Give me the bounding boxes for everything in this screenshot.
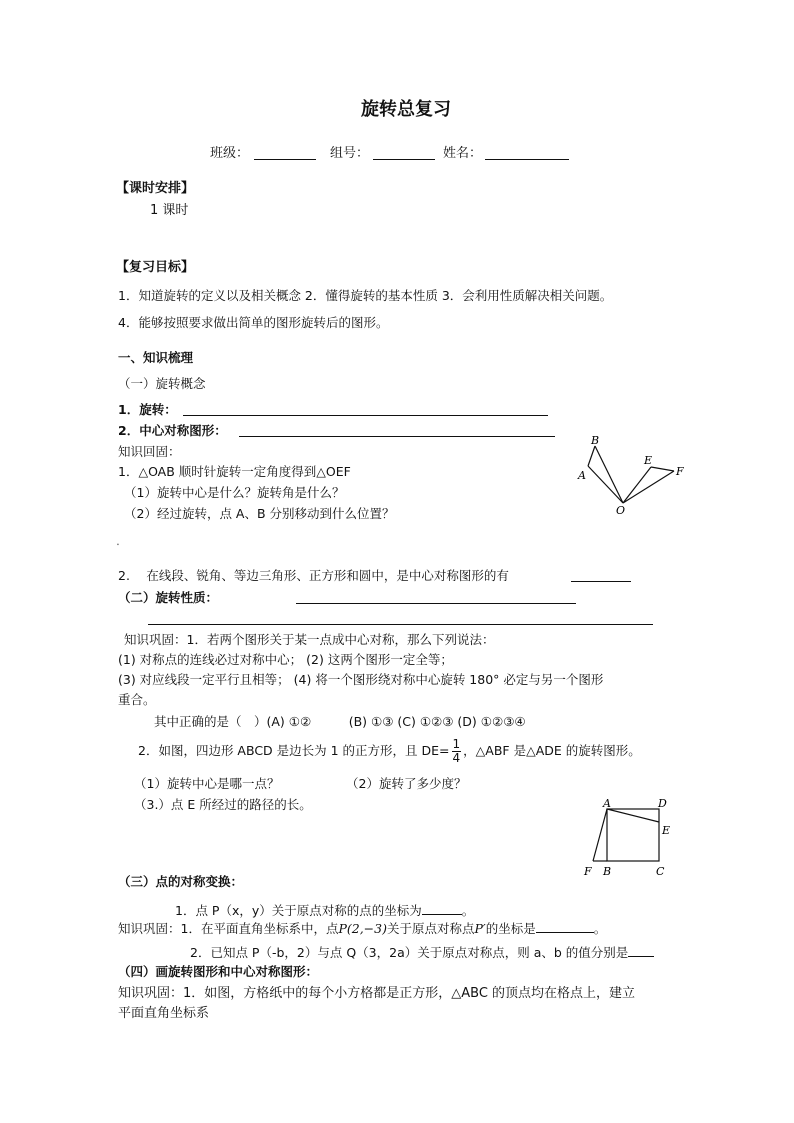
s3-k1-blank[interactable] [536, 920, 594, 933]
label-b: B [591, 434, 600, 447]
s3-k1-pre: 知识巩固：1．在平面直角坐标系中，点 [118, 921, 339, 936]
segment-oe [623, 467, 651, 503]
s4-line-2: 平面直角坐标系 [118, 1006, 210, 1021]
s3-k2 [190, 944, 654, 960]
s3-k2-blank[interactable] [628, 944, 654, 957]
s2-q2a: （1）旋转中心是哪一点？ [134, 776, 280, 791]
group-blank[interactable] [373, 159, 435, 160]
s2-q2-pre: 2．如图，四边形 ABCD 是边长为 1 的正方形，且 DE= [138, 743, 450, 758]
s3-q1-text: 1．点 P（x，y）关于原点对称的点的坐标为 [175, 903, 422, 918]
segment-of [623, 471, 674, 503]
label-f: F [676, 465, 684, 478]
s2-q1c: 重合。 [118, 692, 156, 707]
s3-k1-mid: 关于原点对称点 [387, 921, 475, 936]
rotation-figure-1 [574, 434, 690, 520]
lesson-heading: 【课时安排】 [116, 181, 195, 196]
p1b-text: （2）经过旋转，点 A、B 分别移动到什么位置？ [124, 506, 395, 521]
group-label: 组号： [330, 146, 370, 161]
segment-ob [595, 446, 623, 503]
q-central-label: 2．中心对称图形： [118, 423, 227, 438]
fraction-denominator: 4 [452, 751, 461, 765]
section-1-heading: 一、知识梳理 [118, 350, 194, 365]
label-c: C [656, 865, 665, 878]
s3-q1-blank[interactable] [422, 902, 462, 915]
s2-q2b: （2）旋转了多少度？ [346, 776, 467, 791]
stray-dot: ． [116, 533, 129, 548]
p1-text: 1．△OAB 顺时针旋转一定角度得到△OEF [118, 464, 351, 479]
s3-q1 [175, 902, 474, 918]
p2-blank[interactable] [571, 581, 631, 582]
goals-heading: 【复习目标】 [116, 260, 195, 275]
label-e: E [662, 824, 671, 837]
section-2-heading: （二）旋转性质： [118, 590, 219, 605]
fraction-numerator: 1 [452, 737, 461, 751]
label-e: E [644, 454, 653, 467]
section-1-sub: （一）旋转概念 [118, 376, 206, 391]
s3-k1-end: 。 [593, 921, 607, 936]
segment-ab [588, 446, 595, 466]
s3-k1 [118, 920, 606, 936]
class-label: 班级： [210, 146, 250, 161]
segment-af [593, 809, 607, 861]
section-2-blank-1[interactable] [296, 603, 576, 604]
s2-q2-post: ，△ABF 是△ADE 的旋转图形。 [463, 743, 641, 758]
s3-k2-text: 2．已知点 P（-b，2）与点 Q（3，2a）关于原点对称点，则 a、b 的值分别是 [190, 945, 629, 960]
goals-line-2: 4．能够按照要求做出简单的图形旋转后的图形。 [118, 315, 389, 330]
name-blank[interactable] [485, 159, 569, 160]
s3-q1-end: 。 [461, 903, 475, 918]
segment-ef [651, 467, 674, 471]
section-4-heading: （四）画旋转图形和中心对称图形： [118, 964, 319, 979]
p1a-text: （1）旋转中心是什么？旋转角是什么？ [124, 485, 345, 500]
s3-k1-point: P(2,−3) [338, 921, 387, 936]
label-a: A [603, 797, 611, 810]
goals-line-1: 1．知道旋转的定义以及相关概念 2．懂得旋转的基本性质 3．会利用性质解决相关问题。 [118, 288, 613, 303]
square-figure-2 [578, 797, 678, 881]
fraction-one-quarter [452, 738, 462, 765]
label-d: D [658, 797, 667, 810]
s2-q1b: (3) 对应线段一定平行且相等； (4) 将一个图形绕对称中心旋转 180° 必定与另一个图形 [118, 672, 604, 687]
consolidate-label: 知识回固： [118, 444, 181, 459]
s2-q1: 知识巩固：1．若两个图形关于某一点成中心对称，那么下列说法： [124, 632, 495, 647]
square-abcd [607, 809, 659, 861]
q-rotate-blank[interactable] [183, 415, 548, 416]
label-a: A [578, 469, 586, 482]
s2-q1-options: 其中正确的是（ ）(A) ①② (B) ①③ (C) ①②③ (D) ①②③④ [154, 714, 526, 729]
section-2-blank-2[interactable] [148, 624, 653, 625]
class-blank[interactable] [254, 159, 316, 160]
segment-oa [588, 466, 623, 503]
section-3-heading: （三）点的对称变换： [118, 874, 244, 889]
s2-q2 [138, 738, 641, 765]
lesson-value: 1 课时 [150, 203, 189, 218]
q-central-blank[interactable] [239, 436, 555, 437]
name-label: 姓名： [443, 146, 483, 161]
q-rotate-label: 1．旋转： [118, 402, 177, 417]
s2-q2c: （3.）点 E 所经过的路径的长。 [134, 797, 312, 812]
s3-k1-prime: P′ [474, 921, 486, 936]
s4-line-1: 知识巩固：1．如图，方格纸中的每个小方格都是正方形，△ABC 的顶点均在格点上，建立 [118, 986, 636, 1001]
segment-ae [607, 809, 659, 822]
s3-k1-post: 的坐标是 [485, 921, 536, 936]
s2-q1a: (1) 对称点的连线必过对称中心； (2) 这两个图形一定全等； [118, 652, 453, 667]
label-f: F [584, 865, 592, 878]
label-b: B [603, 865, 612, 878]
p2-text: 2. 在线段、锐角、等边三角形、正方形和圆中，是中心对称图形的有 [118, 568, 509, 583]
page-title: 旋转总复习 [361, 99, 451, 120]
label-o: O [616, 504, 626, 517]
